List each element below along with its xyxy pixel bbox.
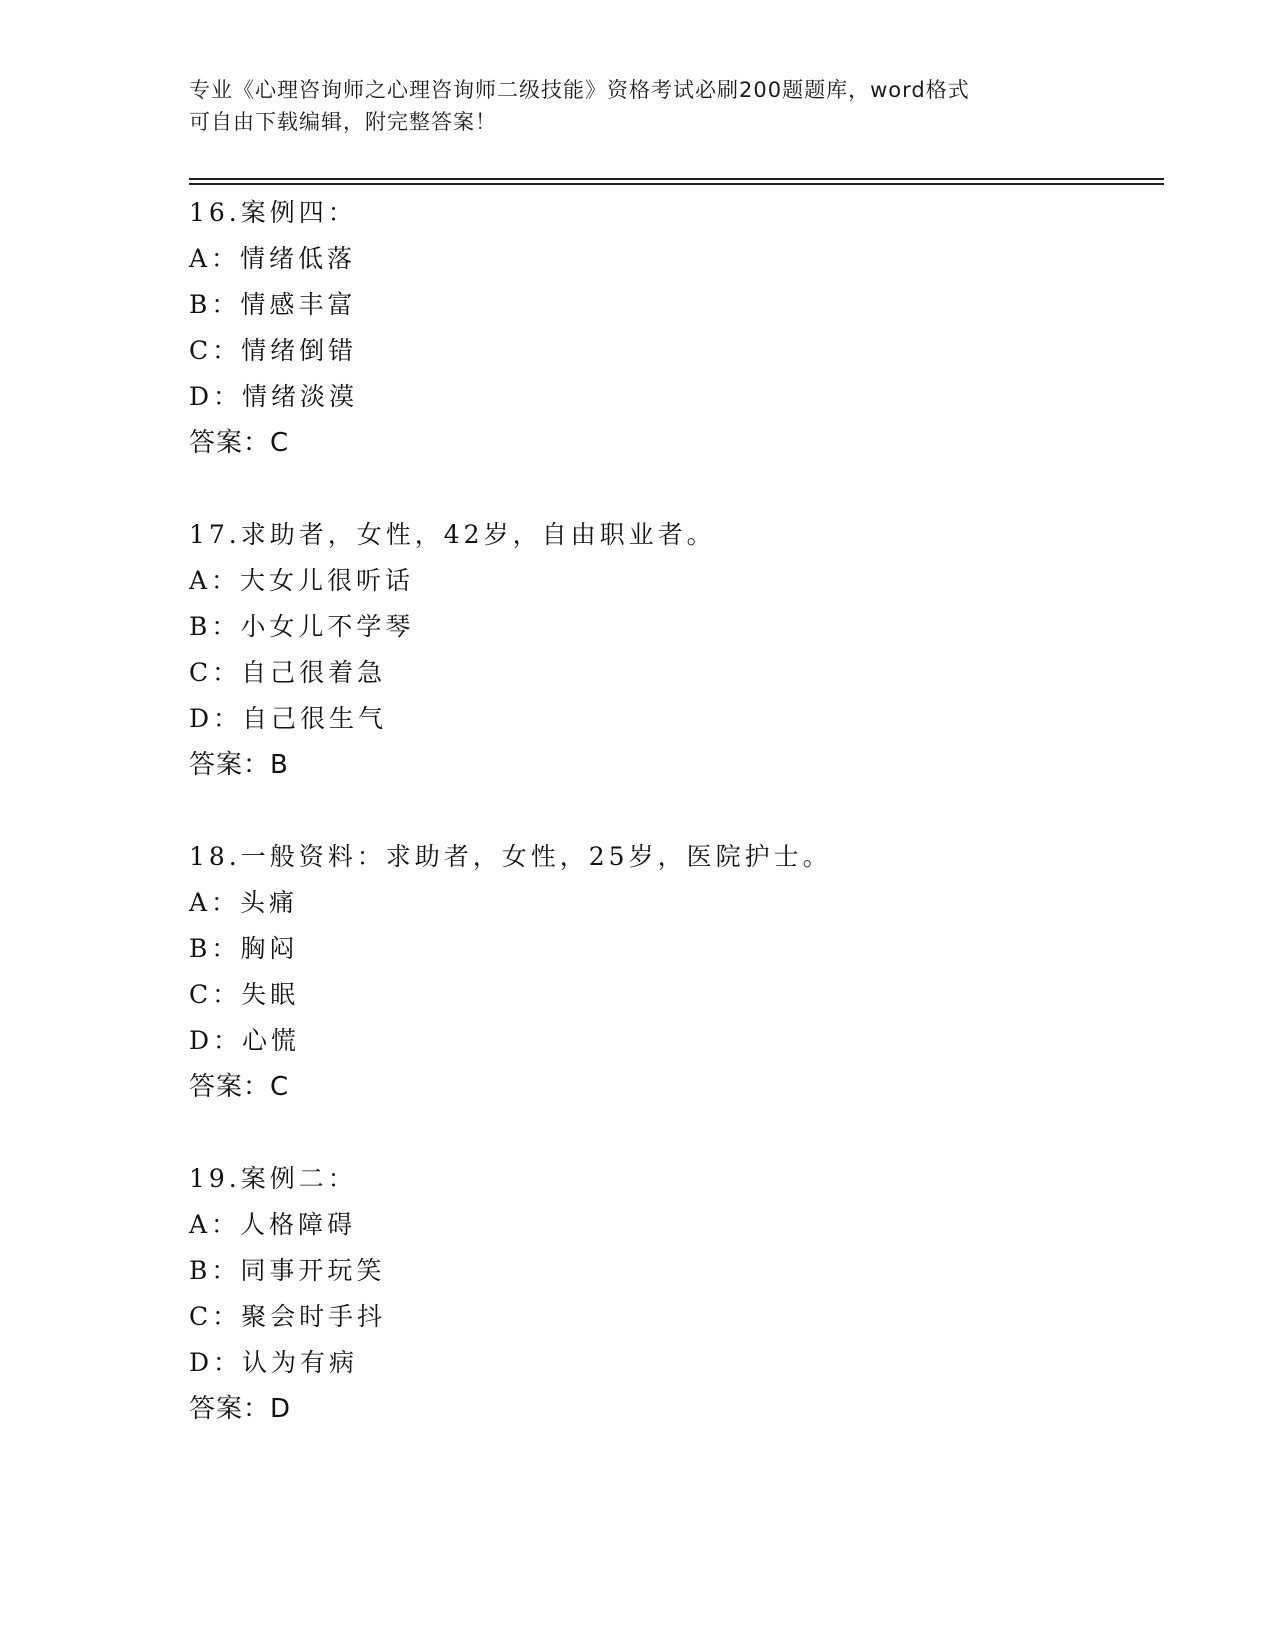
- question-list: [189, 190, 1139, 1432]
- answer-line: 答案：C: [189, 428, 290, 458]
- document-header: [189, 74, 1089, 138]
- option-b: B：胸闷: [189, 934, 299, 963]
- question-stem: 18.一般资料：求助者，女性，25岁，医院护士。: [189, 842, 832, 871]
- header-line-2: 可自由下载编辑，附完整答案！: [189, 110, 497, 134]
- option-a: A：大女儿很听话: [189, 566, 415, 595]
- option-b: B：情感丰富: [189, 290, 357, 319]
- question-item: [189, 512, 1139, 788]
- option-b: B：小女儿不学琴: [189, 612, 415, 641]
- option-b: B：同事开玩笑: [189, 1256, 386, 1285]
- option-c: C：聚会时手抖: [189, 1302, 387, 1331]
- answer-line: 答案：B: [189, 750, 289, 780]
- question-item: [189, 1156, 1139, 1432]
- option-a: A：情绪低落: [189, 244, 357, 273]
- question-stem: 19.案例二：: [189, 1164, 357, 1193]
- answer-line: 答案：C: [189, 1072, 290, 1102]
- option-c: C：情绪倒错: [189, 336, 358, 365]
- question-item: [189, 190, 1139, 466]
- option-a: A：头痛: [189, 888, 299, 917]
- answer-line: 答案：D: [189, 1394, 292, 1424]
- option-d: D：情绪淡漠: [189, 382, 359, 411]
- question-item: [189, 834, 1139, 1110]
- header-line-1: 专业《心理咨询师之心理咨询师二级技能》资格考试必刷200题题库，word格式: [189, 78, 970, 102]
- option-a: A：人格障碍: [189, 1210, 357, 1239]
- question-stem: 17.求助者，女性，42岁，自由职业者。: [189, 520, 716, 549]
- option-c: C：自己很着急: [189, 658, 387, 687]
- header-divider-top: [189, 178, 1164, 180]
- question-stem: 16.案例四：: [189, 198, 357, 227]
- option-d: D：心慌: [189, 1026, 301, 1055]
- option-c: C：失眠: [189, 980, 300, 1009]
- option-d: D：自己很生气: [189, 704, 388, 733]
- header-divider-bottom: [189, 183, 1164, 185]
- option-d: D：认为有病: [189, 1348, 359, 1377]
